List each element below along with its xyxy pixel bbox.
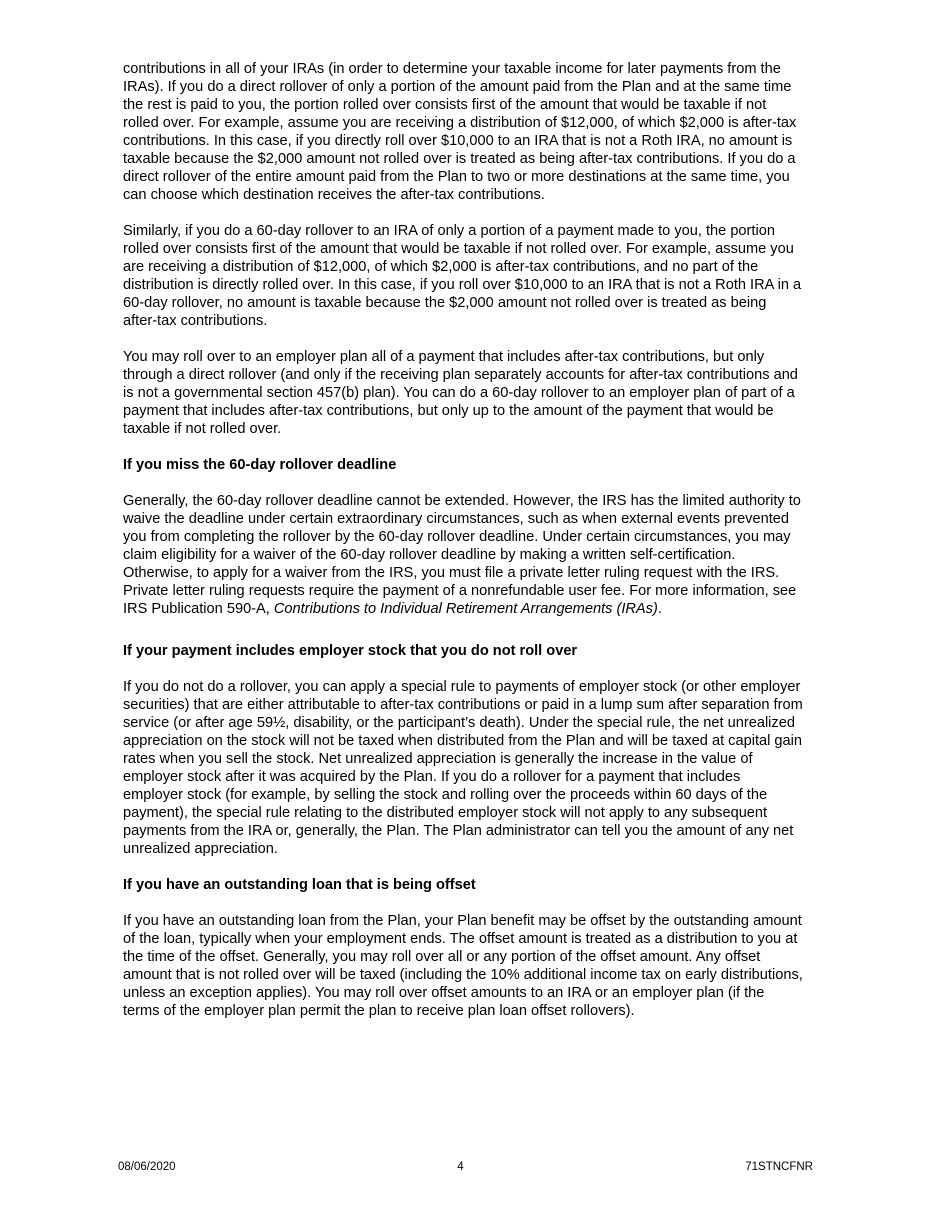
paragraph-deadline-waiver <box>123 492 803 618</box>
deadline-waiver-end: . <box>657 601 662 617</box>
paragraph-employer-plan-rollover: You may roll over to an employer plan all of a payment that includes after-tax contributions, but only through a direct rollover (and only if the receiving plan separately accounts for after-tax contributions and is not a governmental section 457(b) plan). You can do a 60-day rollover to an employer plan of part of a payment that includes after-tax contributions, but only up to the amount of the payment that would be taxable if not rolled over. <box>123 349 798 437</box>
footer-form-code: 71STNCFNR <box>745 1161 813 1173</box>
page-footer <box>118 1161 813 1173</box>
heading-miss-deadline: If you miss the 60-day rollover deadline <box>123 457 397 473</box>
heading-employer-stock: If your payment includes employer stock that you do not roll over <box>123 643 578 659</box>
paragraph-60-day-portion: Similarly, if you do a 60-day rollover to an IRA of only a portion of a payment made to you, the portion rolled over consists first of the amount that would be taxable if not rolled over. For example, assume you are receiving a distribution of $12,000, of which $2,000 is after-tax contributions, and no part of the distribution is directly rolled over. In this case, if you roll over $10,000 to an IRA that is not a Roth IRA in a 60-day rollover, no amount is taxable because the $2,000 amount not rolled over is treated as being after-tax contributions. <box>123 223 802 329</box>
document-body <box>123 60 803 1038</box>
footer-date: 08/06/2020 <box>118 1161 176 1173</box>
footer-page-number: 4 <box>457 1161 464 1173</box>
publication-title: Contributions to Individual Retirement Arrangements (IRAs) <box>273 601 658 617</box>
heading-outstanding-loan: If you have an outstanding loan that is being offset <box>123 877 476 893</box>
paragraph-loan-offset: If you have an outstanding loan from the Plan, your Plan benefit may be offset by the outstanding amount of the loan, typically when your employment ends. The offset amount is treated as a distribution to you at the time of the offset. Generally, you may roll over all or any portion of the offset amount. Any offset amount that is not rolled over will be taxed (including the 10% additional income tax on early distributions, unless an exception applies). You may roll over offset amounts to an IRA or an employer plan (if the terms of the employer plan permit the plan to receive plan loan offset rollovers). <box>123 913 803 1019</box>
deadline-waiver-text: Generally, the 60-day rollover deadline cannot be extended. However, the IRS has the limited authority to waive the deadline under certain extraordinary circumstances, such as when external events prevented you from completing the rollover by the 60-day rollover deadline. Under certain circumstances, you may claim eligibility for a waiver of the 60-day rollover deadline by making a written self-certification. Otherwise, to apply for a waiver from the IRS, you must file a private letter ruling request with the IRS. Private letter ruling requests require the payment of a nonrefundable user fee. For more information, see IRS Publication 590-A, <box>123 493 801 617</box>
paragraph-employer-stock: If you do not do a rollover, you can apply a special rule to payments of employer stock (or other employer securities) that are either attributable to after-tax contributions or paid in a lump sum after separation from service (or after age 59½, disability, or the participant’s death). Under the special rule, the net unrealized appreciation on the stock will not be taxed when distributed from the Plan and will be taxed at capital gain rates when you sell the stock. Net unrealized appreciation is generally the increase in the value of employer stock after it was acquired by the Plan. If you do a rollover for a payment that includes employer stock (for example, by selling the stock and rolling over the proceeds within 60 days of the payment), the special rule relating to the distributed employer stock will not apply to any subsequent payments from the IRA or, generally, the Plan. The Plan administrator can tell you the amount of any net unrealized appreciation. <box>123 679 803 857</box>
paragraph-after-tax-ira: contributions in all of your IRAs (in order to determine your taxable income for later payments from the IRAs). If you do a direct rollover of only a portion of the amount paid from the Plan and at the same time the rest is paid to you, the portion rolled over consists first of the amount that would be taxable if not rolled over. For example, assume you are receiving a distribution of $12,000, of which $2,000 is after-tax contributions. In this case, if you directly roll over $10,000 to an IRA that is not a Roth IRA, no amount is taxable because the $2,000 amount not rolled over is treated as being after-tax contributions. If you do a direct rollover of the entire amount paid from the Plan to two or more destinations at the same time, you can choose which destination receives the after-tax contributions. <box>123 61 797 203</box>
